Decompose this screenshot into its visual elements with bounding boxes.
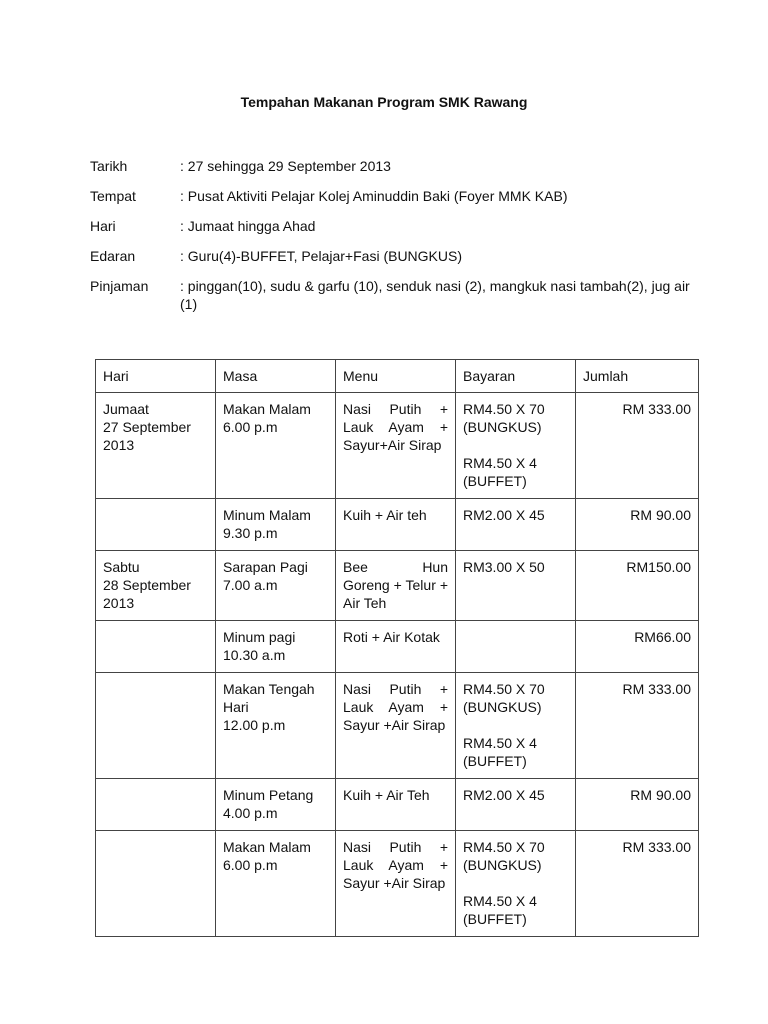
info-label: Pinjaman [90, 278, 149, 294]
cell-hari [96, 831, 216, 937]
cell-jumlah: RM 333.00 [576, 393, 699, 499]
cell-hari [96, 551, 216, 621]
header-masa: Masa [216, 360, 336, 393]
line-gap [463, 716, 568, 734]
line-gap [463, 436, 568, 454]
info-section [90, 157, 710, 325]
cell-hari [96, 393, 216, 499]
masa-line: 7.00 a.m [223, 577, 278, 593]
masa-line: 9.30 p.m [223, 525, 278, 541]
info-value: : pinggan(10), sudu & garfu (10), senduk nasi (2), mangkuk nasi tambah(2), jug air (1) [180, 278, 690, 312]
cell-jumlah: RM 90.00 [576, 499, 699, 551]
bayaran-line: (BUFFET) [463, 753, 527, 769]
info-row-pinjaman [90, 277, 710, 313]
cell-masa [216, 499, 336, 551]
masa-line: Minum Petang [223, 787, 314, 803]
info-row-tarikh [90, 157, 710, 175]
bayaran-line: (BUNGKUS) [463, 419, 542, 435]
info-value: : Jumaat hingga Ahad [180, 218, 316, 234]
header-menu: Menu [336, 360, 456, 393]
bayaran-line: (BUFFET) [463, 911, 527, 927]
cell-hari [96, 621, 216, 673]
cell-bayaran [456, 831, 576, 937]
cell-bayaran [456, 779, 576, 831]
header-hari: Hari [96, 360, 216, 393]
cell-bayaran [456, 393, 576, 499]
masa-line: Makan Tengah Hari [223, 681, 315, 715]
masa-line: Sarapan Pagi [223, 559, 308, 575]
table-row [96, 551, 699, 621]
cell-masa [216, 831, 336, 937]
cell-jumlah: RM 90.00 [576, 779, 699, 831]
masa-line: 10.30 a.m [223, 647, 286, 663]
masa-line: 6.00 p.m [223, 857, 278, 873]
hari-line: 2013 [103, 437, 135, 453]
info-row-hari [90, 217, 710, 235]
table-row [96, 779, 699, 831]
info-value: : Pusat Aktiviti Pelajar Kolej Aminuddin Baki (Foyer MMK KAB) [180, 188, 568, 204]
table-header-row [96, 360, 699, 393]
hari-line: 27 September [103, 419, 191, 435]
info-value: : 27 sehingga 29 September 2013 [180, 158, 391, 174]
cell-menu: Nasi Putih + Lauk Ayam + Sayur+Air Sirap [336, 393, 456, 499]
header-jumlah: Jumlah [576, 360, 699, 393]
info-row-edaran [90, 247, 710, 265]
cell-hari [96, 779, 216, 831]
masa-line: Makan Malam [223, 401, 311, 417]
table-row [96, 831, 699, 937]
cell-menu: Bee Hun Goreng + Telur + Air Teh [336, 551, 456, 621]
bayaran-line: RM4.50 X 4 [463, 455, 537, 471]
cell-jumlah: RM 333.00 [576, 831, 699, 937]
schedule-table [95, 359, 699, 937]
cell-menu: Kuih + Air teh [336, 499, 456, 551]
cell-bayaran [456, 499, 576, 551]
cell-hari [96, 673, 216, 779]
masa-line: 6.00 p.m [223, 419, 278, 435]
bayaran-line: RM4.50 X 70 [463, 839, 545, 855]
cell-masa [216, 673, 336, 779]
masa-line: Minum Malam [223, 507, 311, 523]
bayaran-line: RM3.00 X 50 [463, 559, 545, 575]
cell-menu: Nasi Putih + Lauk Ayam + Sayur +Air Sirap [336, 831, 456, 937]
bayaran-line: RM4.50 X 4 [463, 735, 537, 751]
bayaran-line: (BUNGKUS) [463, 857, 542, 873]
info-label: Edaran [90, 248, 136, 264]
bayaran-line: RM4.50 X 70 [463, 401, 545, 417]
table-row [96, 673, 699, 779]
cell-masa [216, 393, 336, 499]
masa-line: Makan Malam [223, 839, 311, 855]
header-bayaran: Bayaran [456, 360, 576, 393]
table-row [96, 621, 699, 673]
cell-jumlah: RM150.00 [576, 551, 699, 621]
info-value: : Guru(4)-BUFFET, Pelajar+Fasi (BUNGKUS) [180, 248, 462, 264]
cell-masa [216, 551, 336, 621]
bayaran-line: RM4.50 X 4 [463, 893, 537, 909]
cell-menu: Roti + Air Kotak [336, 621, 456, 673]
info-row-tempat [90, 187, 710, 205]
masa-line: 4.00 p.m [223, 805, 278, 821]
hari-line: Sabtu [103, 559, 140, 575]
masa-line: Minum pagi [223, 629, 296, 645]
line-gap [463, 874, 568, 892]
cell-jumlah: RM66.00 [576, 621, 699, 673]
cell-jumlah: RM 333.00 [576, 673, 699, 779]
table-body [96, 393, 699, 937]
info-label: Tempat [90, 188, 136, 204]
table-row [96, 393, 699, 499]
cell-menu: Nasi Putih + Lauk Ayam + Sayur +Air Sirap [336, 673, 456, 779]
bayaran-line: (BUFFET) [463, 473, 527, 489]
bayaran-line: RM4.50 X 70 [463, 681, 545, 697]
info-label: Tarikh [90, 158, 128, 174]
bayaran-line: RM2.00 X 45 [463, 787, 545, 803]
bayaran-line: RM2.00 X 45 [463, 507, 545, 523]
cell-masa [216, 779, 336, 831]
hari-line: Jumaat [103, 401, 149, 417]
cell-masa [216, 621, 336, 673]
hari-line: 2013 [103, 595, 135, 611]
hari-line: 28 September [103, 577, 191, 593]
bayaran-line: (BUNGKUS) [463, 699, 542, 715]
cell-menu: Kuih + Air Teh [336, 779, 456, 831]
masa-line: 12.00 p.m [223, 717, 286, 733]
document-title: Tempahan Makanan Program SMK Rawang [240, 94, 528, 110]
cell-bayaran [456, 621, 576, 673]
cell-bayaran [456, 551, 576, 621]
cell-hari [96, 499, 216, 551]
table-row [96, 499, 699, 551]
info-label: Hari [90, 218, 116, 234]
cell-bayaran [456, 673, 576, 779]
